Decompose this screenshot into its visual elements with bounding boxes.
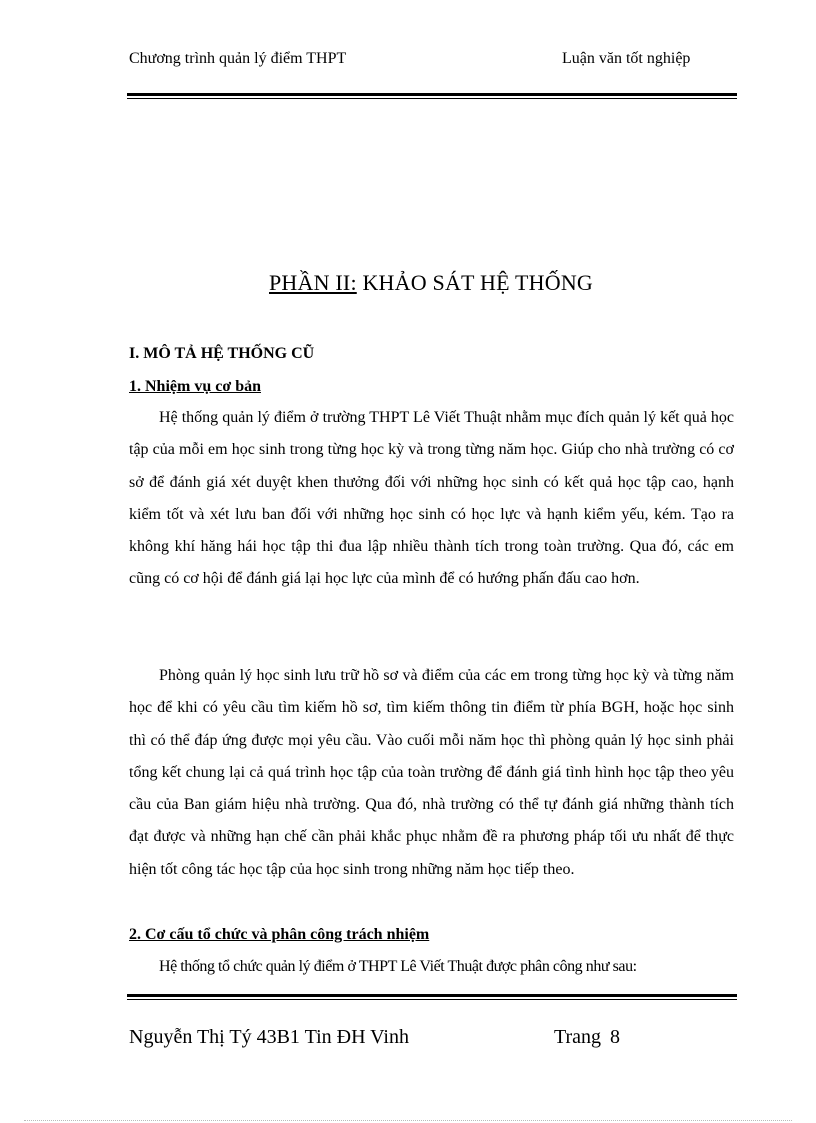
header-left: Chương trình quản lý điểm THPT (129, 50, 347, 67)
paragraph-3: Hệ thống tổ chức quản lý điểm ở THPT Lê Viết Thuật được phân công như sau: (159, 958, 637, 975)
footer-rule (127, 994, 737, 1000)
header-rule (127, 93, 737, 99)
subsection-heading-1: 1. Nhiệm vụ cơ bản (129, 378, 261, 395)
page-title (0, 270, 816, 296)
footer-author: Nguyễn Thị Tý 43B1 Tin ĐH Vinh (129, 1026, 409, 1048)
paragraph-2: Phòng quản lý học sinh lưu trữ hồ sơ và điểm của các em trong từng học kỳ và từng năm học để khi có yêu cầu tìm kiếm hồ sơ, tìm kiếm thông tin điểm từ phía BGH, hoặc học sinh thì có thể đáp ứng được mọi yêu cầu. Vào cuối mỗi năm học thì phòng quản lý học sinh phải tổng kết chung lại cả quá trình học tập của toàn trường để đánh giá tình hình học tập theo yêu cầu của Ban giám hiệu nhà trường. Qua đó, nhà trường có thể tự đánh giá những thành tích đạt được và những hạn chế cần phải khắc phục nhằm đề ra phương pháp tối ưu nhất để thực hiện tốt công tác học tập của học sinh trong những năm học tiếp theo. (129, 667, 734, 878)
paragraph-1: Hệ thống quản lý điểm ở trường THPT Lê Viết Thuật nhằm mục đích quản lý kết quả học tập của mỗi em học sinh trong từng học kỳ và trong từng năm học. Giúp cho nhà trường có cơ sở để đánh giá xét duyệt khen thưởng đối với những học sinh có kết quả học tập cao, hạnh kiểm tốt và xét lưu ban đối với những học sinh có học lực và hạnh kiểm yếu, kém. Tạo ra không khí hăng hái học tập thi đua lập nhiều thành tích trong toàn trường. Qua đó, các em cũng có cơ hội để đánh giá lại học lực của mình để có hướng phấn đấu cao hơn. (129, 409, 734, 588)
subsection-heading-2: 2. Cơ cấu tổ chức và phân công trách nhiệm (129, 926, 430, 943)
title-rest: KHẢO SÁT HỆ THỐNG (356, 270, 593, 295)
title-prefix: PHẦN II: (269, 270, 357, 295)
header-right: Luận văn tốt nghiệp (562, 50, 691, 67)
section-heading: I. MÔ TẢ HỆ THỐNG CŨ (129, 345, 315, 362)
page-bottom-dotted-line (24, 1120, 792, 1121)
footer-page-number: Trang 8 (554, 1026, 621, 1048)
